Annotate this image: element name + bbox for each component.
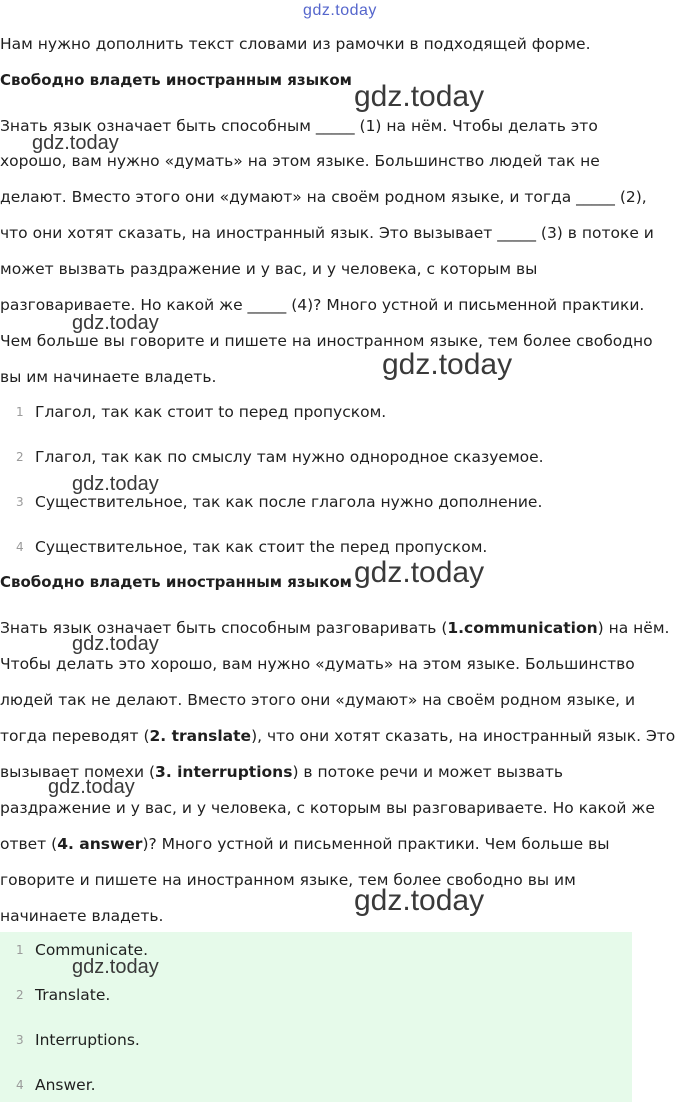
watermark: gdz.today [72,633,159,655]
watermark: gdz.today [354,556,485,589]
list-item [0,445,680,490]
watermark: gdz.today [354,884,485,917]
watermark: gdz.today [32,132,119,154]
list-item [0,490,680,535]
list-item-text: Communicate. [35,941,149,959]
hints-list [0,400,680,580]
task-text-line: делают. Вместо этого они «думают» на своём родном языке, и тогда _____ (2), [0,188,647,206]
list-item-text: Глагол, так как стоит to перед пропуском. [35,403,387,421]
task-text-line: что они хотят сказать, на иностранный язык. Это вызывает _____ (3) в потоке и [0,224,654,242]
list-item-text: Существительное, так как стоит the перед пропуском. [35,538,488,556]
list-item-text: Translate. [35,986,111,1004]
task-title: Свободно владеть иностранным языком [0,71,352,89]
solution-title: Свободно владеть иностранным языком [0,573,352,591]
watermark: gdz.today [72,473,159,495]
watermark: gdz.today [48,776,135,798]
task-text-line: Чем больше вы говорите и пишете на иностранном языке, тем более свободно [0,332,653,350]
list-item-text: Глагол, так как по смыслу там нужно однородное сказуемое. [35,448,544,466]
task-text-line: хорошо, вам нужно «думать» на этом языке. Большинство людей так не [0,152,600,170]
list-item-number: 2 [16,988,24,1002]
list-item-number: 3 [16,495,24,509]
watermark: gdz.today [72,956,159,978]
solution-text-line: Знать язык означает быть способным разговаривать (1.communication) на нём. [0,619,670,637]
list-item-number: 1 [16,405,24,419]
list-item [0,400,680,445]
site-header-logo[interactable]: gdz.today [303,2,377,19]
list-item-number: 3 [16,1033,24,1047]
list-item-number: 4 [16,1078,24,1092]
list-item [0,938,680,983]
solution-text-line: говорите и пишете на иностранном языке, тем более свободно вы им [0,871,576,889]
list-item-text: Существительное, так как после глагола нужно дополнение. [35,493,543,511]
task-text-line: Знать язык означает быть способным _____ (1) на нём. Чтобы делать это [0,117,598,135]
list-item [0,1073,680,1118]
task-text-line: разговариваете. Но какой же _____ (4)? Много устной и письменной практики. [0,296,645,314]
solution-text-line: начинаете владеть. [0,907,164,925]
list-item-number: 4 [16,540,24,554]
list-item-number: 1 [16,943,24,957]
solution-text-line: вызывает помехи (3. interruptions) в потоке речи и может вызвать [0,763,564,781]
task-text-line: вы им начинаете владеть. [0,368,217,386]
solution-text-line: ответ (4. answer)? Много устной и письменной практики. Чем больше вы [0,835,610,853]
watermark: gdz.today [382,348,513,381]
list-item-text: Answer. [35,1076,96,1094]
task-instruction: Нам нужно дополнить текст словами из рамочки в подходящей форме. [0,35,591,53]
list-item-text: Interruptions. [35,1031,140,1049]
task-text-line: может вызвать раздражение и у вас, и у человека, с которым вы [0,260,538,278]
answers-list [0,938,680,1118]
list-item-number: 2 [16,450,24,464]
watermark: gdz.today [72,312,159,334]
list-item [0,983,680,1028]
solution-text-line: раздражение и у вас, и у человека, с которым вы разговариваете. Но какой же [0,799,655,817]
solution-text-line: Чтобы делать это хорошо, вам нужно «думать» на этом языке. Большинство [0,655,635,673]
solution-text-line: тогда переводят (2. translate), что они хотят сказать, на иностранный язык. Это [0,727,676,745]
watermark: gdz.today [354,80,485,113]
list-item [0,1028,680,1073]
solution-text-line: людей так не делают. Вместо этого они «думают» на своём родном языке, и [0,691,636,709]
